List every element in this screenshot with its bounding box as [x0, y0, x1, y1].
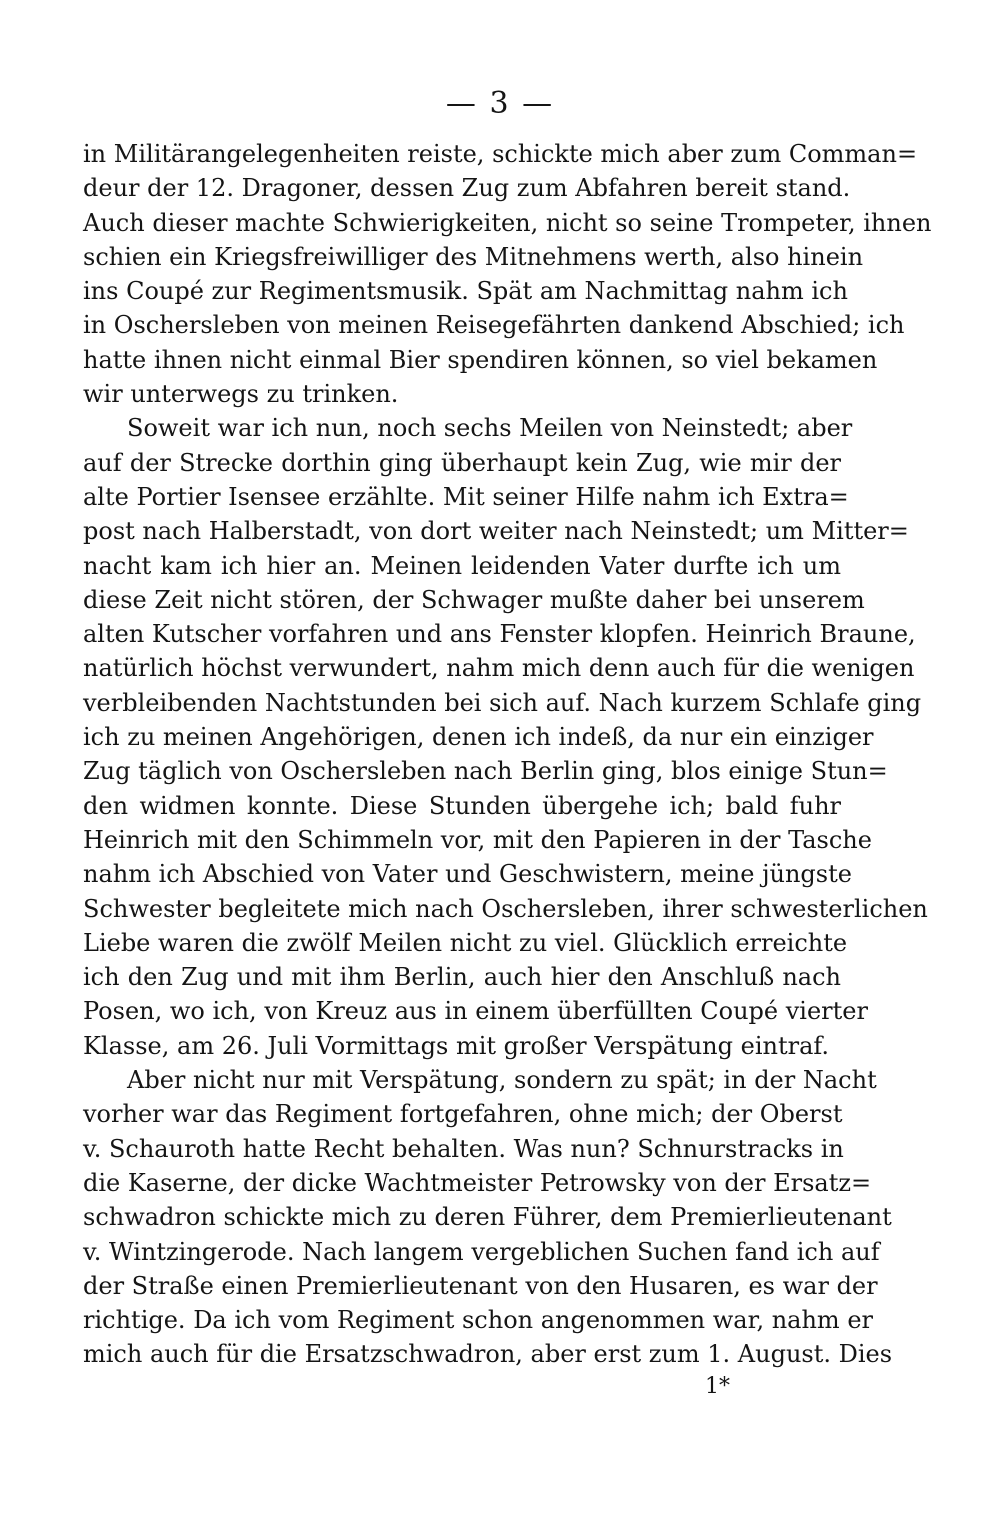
text-line: Liebe waren die zwölf Meilen nicht zu viel. Glücklich erreichte: [83, 928, 848, 957]
text-line: ich zu meinen Angehörigen, denen ich indeß, da nur ein einziger: [83, 723, 874, 752]
text-line: Klasse, am 26. Juli Vormittags mit großer Verspätung eintraf.: [83, 1031, 830, 1060]
text-line: v. Wintzingerode. Nach langem vergeblichen Suchen fand ich auf: [83, 1237, 880, 1266]
text-line: Heinrich mit den Schimmeln vor, mit den Papieren in der Tasche: [83, 825, 872, 854]
text-line: der Straße einen Premierlieutenant von den Husaren, es war der: [83, 1271, 878, 1300]
text-line: auf der Strecke dorthin ging überhaupt kein Zug, wie mir der: [83, 448, 841, 477]
text-line: verbleibenden Nachtstunden bei sich auf. Nach kurzem Schlafe ging: [83, 688, 922, 717]
text-line: nahm ich Abschied von Vater und Geschwistern, meine jüngste: [83, 860, 852, 889]
text-line: schien ein Kriegsfreiwilliger des Mitnehmens werth, also hinein: [83, 242, 864, 271]
text-line: v. Schauroth hatte Recht behalten. Was nun? Schnurstracks in: [83, 1134, 844, 1163]
text-line: mich auch für die Ersatzschwadron, aber erst zum 1. August. Dies: [83, 1340, 893, 1369]
text-line: Soweit war ich nun, noch sechs Meilen von Neinstedt; aber: [127, 414, 853, 443]
text-line: den widmen konnte. Diese Stunden übergehe ich; bald fuhr: [83, 791, 841, 820]
text-line: in Militärangelegenheiten reiste, schickte mich aber zum Comman=: [83, 140, 918, 168]
text-line: alten Kutscher vorfahren und ans Fenster klopfen. Heinrich Braune,: [83, 620, 916, 649]
paragraph: [83, 1063, 893, 1372]
text-line: vorher war das Regiment fortgefahren, ohne mich; der Oberst: [83, 1100, 843, 1129]
text-line: Zug täglich von Oschersleben nach Berlin ging, blos einige Stun=: [83, 757, 888, 786]
text-line: nacht kam ich hier an. Meinen leidenden Vater durfte ich um: [83, 551, 841, 580]
text-line: richtige. Da ich vom Regiment schon angenommen war, nahm er: [83, 1306, 873, 1335]
text-line: post nach Halberstadt, von dort weiter nach Neinstedt; um Mitter=: [83, 517, 909, 546]
text-line: Auch dieser machte Schwierigkeiten, nicht so seine Trompeter, ihnen: [83, 208, 932, 237]
text-line: hatte ihnen nicht einmal Bier spendiren können, so viel bekamen: [83, 345, 878, 374]
text-line: ich den Zug und mit ihm Berlin, auch hier den Anschluß nach: [83, 963, 841, 992]
text-line: in Oschersleben von meinen Reisegefährten dankend Abschied; ich: [83, 311, 905, 340]
text-line: natürlich höchst verwundert, nahm mich denn auch für die wenigen: [83, 654, 915, 683]
text-line: Aber nicht nur mit Verspätung, sondern zu spät; in der Nacht: [127, 1066, 877, 1095]
text-line: Posen, wo ich, von Kreuz aus in einem überfüllten Coupé vierter: [83, 997, 868, 1026]
signature-mark: 1*: [705, 1374, 730, 1399]
text-line: Schwester begleitete mich nach Oschersleben, ihrer schwesterlichen: [83, 894, 928, 923]
text-line: die Kaserne, der dicke Wachtmeister Petrowsky von der Ersatz=: [83, 1168, 872, 1197]
text-line: schwadron schickte mich zu deren Führer, dem Premierlieutenant: [83, 1203, 892, 1232]
text-line: deur der 12. Dragoner, dessen Zug zum Abfahren bereit stand.: [83, 174, 851, 203]
paragraph: [83, 137, 932, 411]
body-text: [83, 137, 932, 1372]
text-line: alte Portier Isensee erzählte. Mit seiner Hilfe nahm ich Extra=: [83, 482, 849, 511]
page-number: — 3 —: [445, 86, 555, 121]
text-line: wir unterwegs zu trinken.: [83, 380, 399, 409]
text-line: diese Zeit nicht stören, der Schwager mußte daher bei unserem: [83, 585, 865, 614]
text-line: ins Coupé zur Regimentsmusik. Spät am Nachmittag nahm ich: [83, 277, 848, 306]
paragraph: [83, 411, 928, 1063]
